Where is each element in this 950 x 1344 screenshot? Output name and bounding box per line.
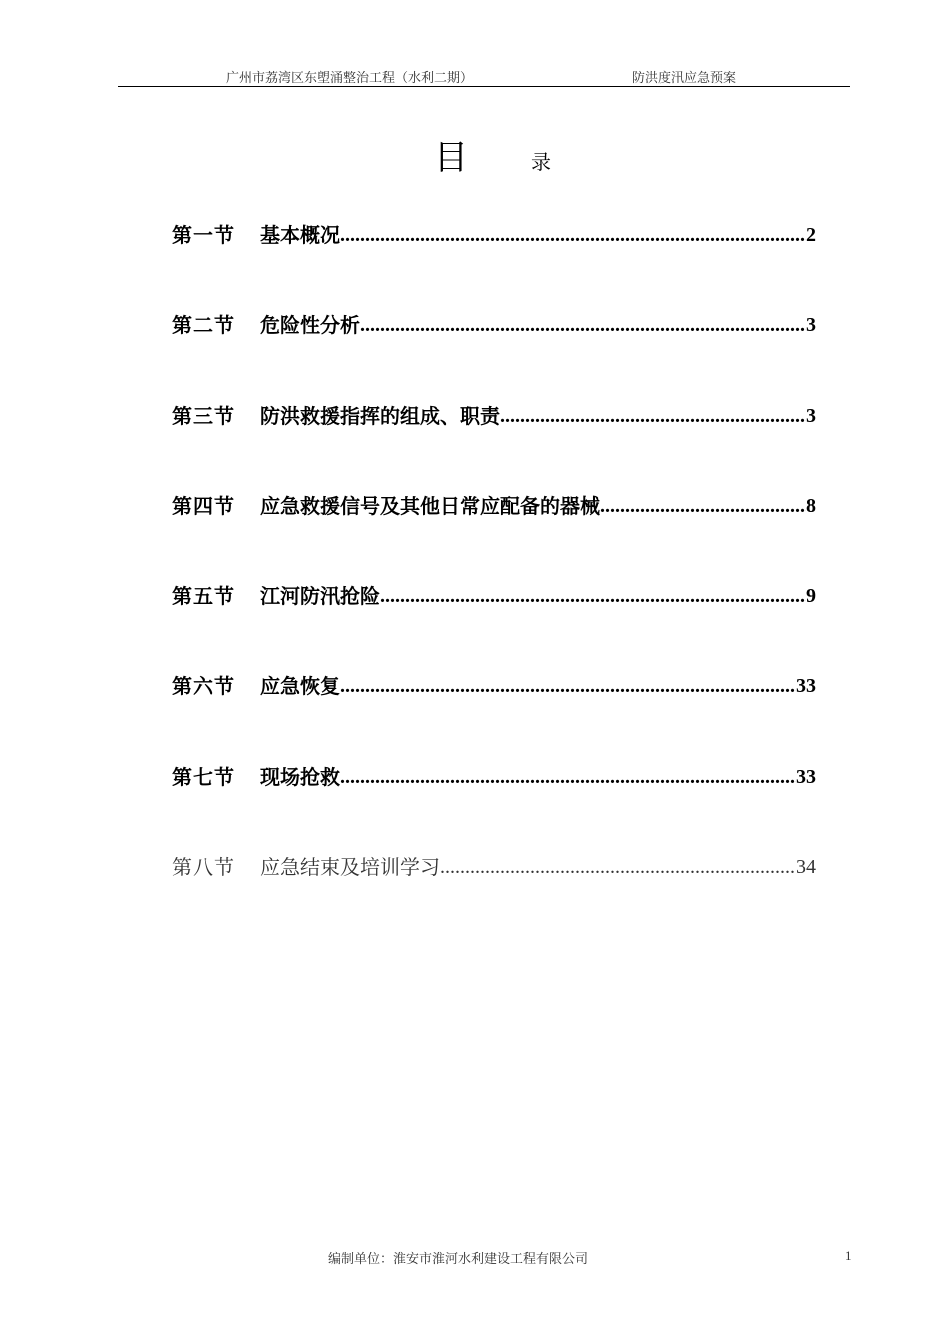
- toc-entry-page: 2: [806, 224, 816, 246]
- toc-entry-title: 应急救援信号及其他日常应配备的器械: [260, 493, 600, 518]
- toc-entry-page: 3: [806, 314, 816, 337]
- toc-heading-char-1: 目: [434, 138, 468, 178]
- toc-leader-dots: [600, 489, 806, 523]
- toc-entry-number: 第二节: [172, 313, 235, 338]
- toc-entry-number: 第五节: [172, 584, 235, 609]
- toc-entry[interactable]: [172, 760, 816, 850]
- page-header: [118, 64, 850, 87]
- header-project-name: 广州市荔湾区东塱涌整治工程（水利二期）: [226, 71, 474, 86]
- toc-leader-dots: [380, 579, 806, 613]
- toc-entry-page: 8: [806, 494, 816, 517]
- toc-entry[interactable]: [172, 579, 816, 669]
- toc-entry[interactable]: [172, 308, 816, 398]
- toc-leader-dots: [340, 760, 796, 794]
- toc-leader-dots: [340, 669, 796, 703]
- toc-entry-title: 江河防汛抢险: [260, 584, 380, 609]
- toc-entry-number: 第一节: [172, 223, 235, 247]
- toc-entry-page: 33: [796, 675, 816, 698]
- toc-heading: [0, 130, 950, 180]
- toc-leader-dots: [340, 218, 806, 252]
- footer-compiling-unit: 编制单位：淮安市淮河水利建设工程有限公司: [328, 1252, 589, 1267]
- toc-entry-title: 危险性分析: [260, 313, 360, 338]
- toc-entry-title: 应急结束及培训学习: [260, 855, 440, 880]
- footer-page-number: 1: [845, 1248, 852, 1263]
- toc-entry-number: 第六节: [172, 674, 235, 699]
- toc-entry-title: 防洪救援指挥的组成、职责: [260, 403, 500, 428]
- toc-entry-title: 基本概况: [260, 223, 340, 247]
- toc-entry-title: 现场抢救: [260, 764, 340, 789]
- toc-entry[interactable]: [172, 669, 816, 759]
- toc-leader-dots: [440, 850, 796, 884]
- toc-entry-page: 34: [796, 856, 816, 879]
- toc-entry-number: 第四节: [172, 493, 235, 518]
- toc-entry[interactable]: [172, 850, 816, 940]
- toc-entry-number: 第七节: [172, 764, 235, 789]
- toc-entry[interactable]: [172, 218, 816, 308]
- toc-leader-dots: [360, 308, 806, 342]
- table-of-contents: [172, 218, 816, 940]
- toc-leader-dots: [500, 399, 806, 433]
- toc-entry[interactable]: [172, 399, 816, 489]
- toc-heading-char-2: 录: [531, 150, 551, 174]
- toc-entry-title: 应急恢复: [260, 674, 340, 699]
- toc-entry-page: 3: [806, 404, 816, 427]
- toc-entry-number: 第三节: [172, 403, 235, 428]
- toc-entry-number: 第八节: [172, 855, 235, 880]
- toc-entry[interactable]: [172, 489, 816, 579]
- header-document-title: 防洪度汛应急预案: [632, 71, 737, 86]
- toc-entry-page: 33: [796, 765, 816, 788]
- toc-entry-page: 9: [806, 585, 816, 608]
